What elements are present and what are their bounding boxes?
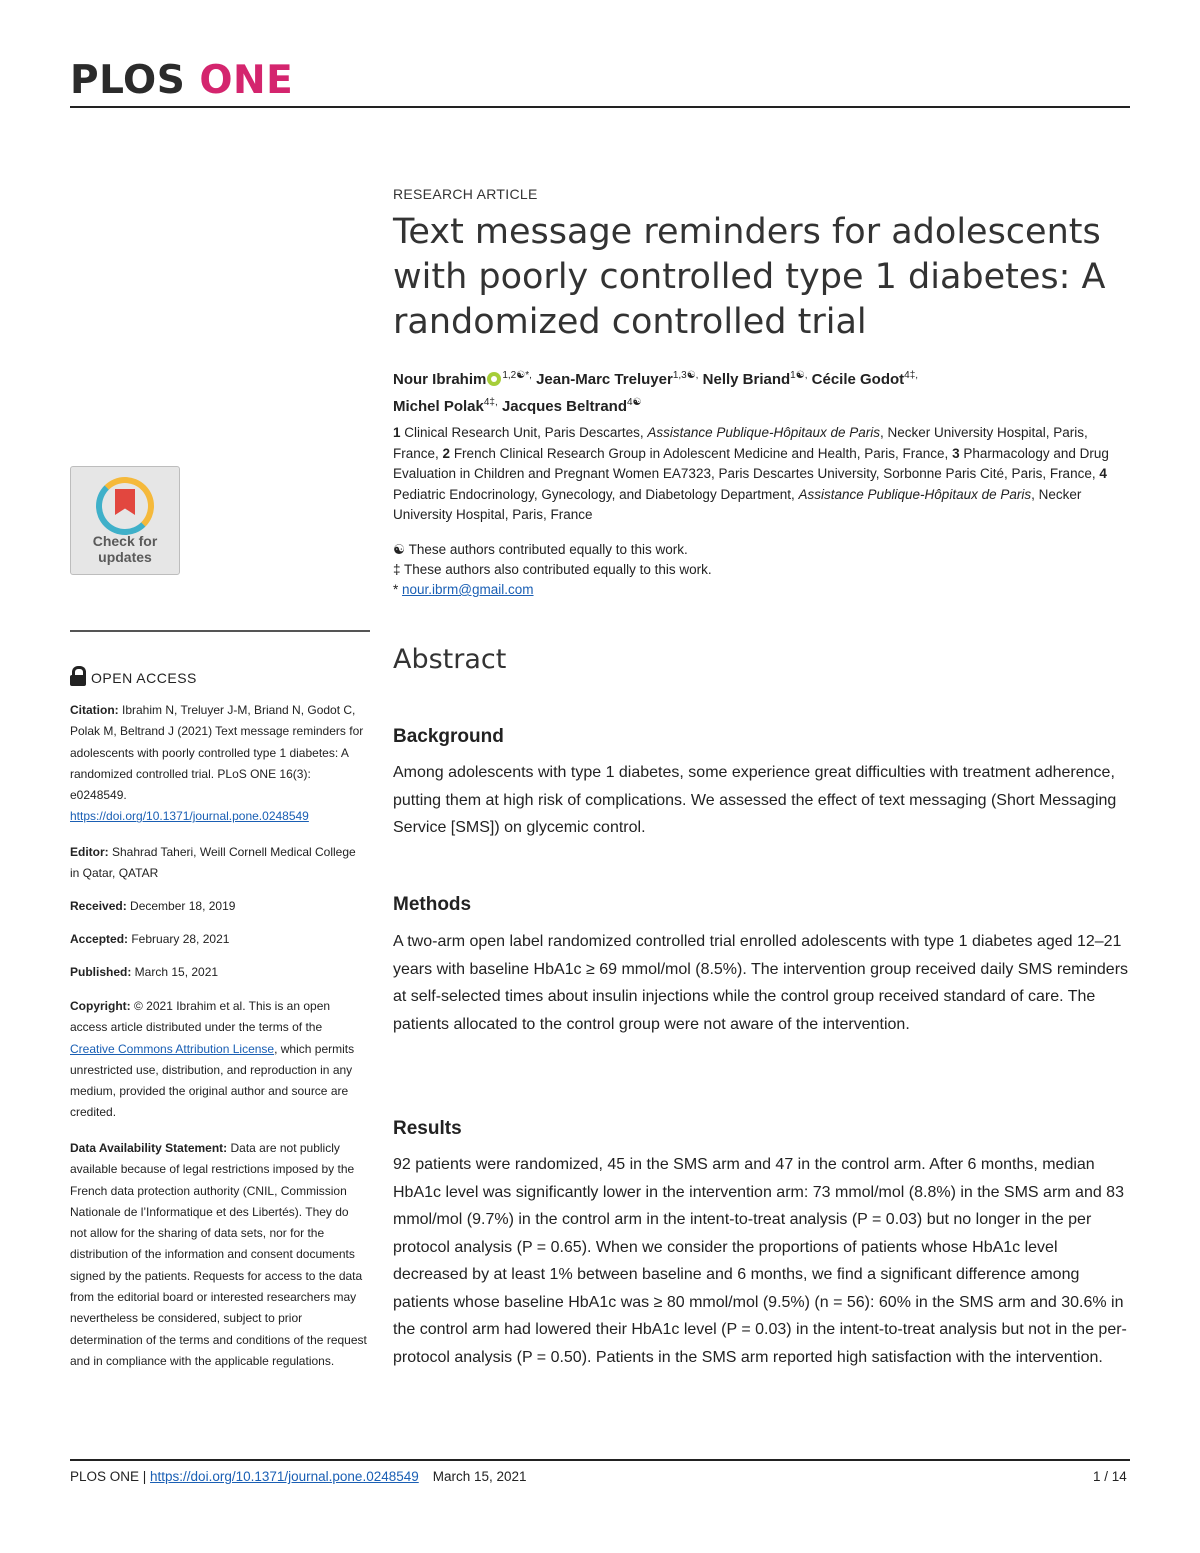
equal-contribution-note: ☯ These authors contributed equally to this work. — [393, 542, 688, 557]
check-line-1: Check for — [92, 533, 158, 549]
logo-plos: PLOS — [70, 58, 186, 103]
citation-doi-link[interactable]: https://doi.org/10.1371/journal.pone.0248549 — [70, 809, 309, 824]
author-name[interactable]: Nelly Briand — [702, 371, 791, 388]
affil-number: 4 — [1099, 466, 1107, 481]
author-name[interactable]: Michel Polak — [393, 398, 484, 415]
copyright-block — [70, 996, 368, 1124]
author-affil-marks: 1,3☯, — [672, 370, 699, 381]
article-title: Text message reminders for adolescents with poorly controlled type 1 diabetes: A randomized controlled trial — [393, 212, 1106, 342]
author-affil-marks: 4‡, — [904, 370, 919, 381]
copyright-text: © 2021 Ibrahim et al. This is an open access article distributed under the terms of the — [70, 999, 331, 1035]
copyright-label: Copyright: — [70, 999, 131, 1013]
author-name[interactable]: Nour Ibrahim — [393, 371, 487, 388]
check-for-updates-badge[interactable] — [70, 466, 180, 575]
affil-text-italic: Assistance Publique-Hôpitaux de Paris — [647, 425, 880, 440]
affil-number: 1 — [393, 425, 401, 440]
published-label: Published: — [70, 965, 132, 979]
methods-heading: Methods — [393, 894, 472, 915]
editor-text: Shahrad Taheri, Weill Cornell Medical College in Qatar, QATAR — [70, 845, 356, 881]
check-line-2: updates — [98, 549, 152, 565]
open-lock-icon — [70, 666, 86, 686]
email-link[interactable]: nour.ibrm@gmail.com — [402, 582, 534, 597]
journal-logo — [70, 58, 293, 103]
affil-text: , Necker University Hospital, Paris, France — [393, 486, 1082, 522]
page-number: 1 / 14 — [1093, 1469, 1127, 1484]
received-block — [70, 896, 368, 917]
affil-text: Pediatric Endocrinology, Gynecology, and Diabetology Department, — [393, 486, 799, 502]
footer-divider — [70, 1459, 1130, 1461]
check-for-updates-label — [71, 533, 179, 565]
footer-citation — [70, 1469, 527, 1484]
citation-label: Citation: — [70, 703, 119, 717]
corresponding-note — [393, 580, 1133, 600]
published-date: March 15, 2021 — [131, 965, 219, 979]
footer-date: March 15, 2021 — [432, 1469, 527, 1484]
background-paragraph: Among adolescents with type 1 diabetes, some experience great difficulties with treatment adherence, putting them at high risk of complications. We assessed the effect of text messaging (Short Messaging Service [SMS]) on glycemic control. — [393, 764, 1117, 836]
editor-label: Editor: — [70, 845, 109, 859]
accepted-label: Accepted: — [70, 932, 129, 946]
results-paragraph: 92 patients were randomized, 45 in the SMS arm and 47 in the control arm. After 6 months, median HbA1c level was significantly lower in the intervention arm: 73 mmol/mol (8.8%) in the SMS arm and 83 mmol/mol (9.7%) in the control arm in the intent-to-treat analysis (P = 0.03) but no longer in the per protocol analysis (P = 0.65). When we consider the proportions of patients whose HbA1c level decreased by at least 1% between baseline and 6 months, we find a significant difference among patients whose baseline HbA1c was ≥ 80 mmol/mol (9.5%) (n = 56): 60% in the SMS arm and 30.6% in the control arm had lowered their HbA1c level (P = 0.03) in the intent-to-treat analysis but not in the per-protocol analysis (P = 0.50). Patients in the SMS arm reported high satisfaction with the intervention. — [393, 1156, 1127, 1366]
citation-text: Ibrahim N, Treluyer J-M, Briand N, Godot C, Polak M, Beltrand J (2021) Text message reminders for adolescents with poorly controlled type 1 diabetes: A randomized controlled trial. PLoS ONE 16(3): e0248549. — [70, 703, 364, 803]
affil-text: Pharmacology and Drug Evaluation in Children and Pregnant Women EA7323, Paris Descartes University, Sorbonne Paris Cité, Paris, France, — [393, 445, 1109, 481]
article-type: RESEARCH ARTICLE — [393, 186, 538, 202]
open-access-label — [70, 666, 197, 686]
accepted-block — [70, 929, 368, 950]
affil-text: French Clinical Research Group in Adolescent Medicine and Health, Paris, France, — [453, 445, 953, 461]
received-date: December 18, 2019 — [126, 899, 236, 913]
author-name[interactable]: Jacques Beltrand — [501, 398, 627, 415]
logo-one: ONE — [199, 58, 294, 103]
accepted-date: February 28, 2021 — [128, 932, 230, 946]
author-affil-marks: 4‡, — [483, 397, 498, 408]
affil-number: 2 — [442, 445, 451, 461]
affil-text: Clinical Research Unit, Paris Descartes, — [404, 425, 648, 440]
abstract-heading: Abstract — [393, 644, 507, 675]
data-availability-text: Data are not publicly available because of legal restrictions imposed by the French data protection authority (CNIL, Commission Nationale de l’Informatique et des Libertés). They do not allow for the sharing of data sets, nor for the distribution of the information and consent documents signed by the patients. Requests for access to the data from the editorial board or interested researchers may nevertheless be considered, subject to prior determination of the terms and conditions of the request and in compliance with the applicable regulations. — [70, 1141, 367, 1368]
affiliations — [393, 423, 1133, 526]
orcid-icon[interactable] — [487, 372, 501, 386]
open-access-text: OPEN ACCESS — [91, 670, 197, 686]
author-list — [393, 364, 1113, 418]
corresponding-mark: * — [393, 582, 403, 597]
affil-text: , Necker University Hospital, Paris, France, — [393, 425, 1088, 461]
author-name[interactable]: Cécile Godot — [811, 371, 905, 388]
methods-paragraph: A two-arm open label randomized controlled trial enrolled adolescents with type 1 diabetes aged 12–21 years with baseline HbA1c ≥ 69 mmol/mol (8.5%). The intervention group received daily SMS reminders at self-selected times about insulin injections while the control group received standard of care. The patients allocated to the control group were not aware of the intervention. — [393, 933, 1129, 1033]
published-block — [70, 962, 368, 983]
data-availability-label: Data Availability Statement: — [70, 1141, 228, 1155]
also-equal-note: ‡ These authors also contributed equally to this work. — [393, 562, 712, 577]
citation-block — [70, 700, 368, 828]
background-heading: Background — [393, 726, 504, 747]
received-label: Received: — [70, 899, 127, 913]
sidebar-divider — [70, 630, 370, 632]
header-divider — [70, 106, 1130, 108]
data-availability-block — [70, 1138, 368, 1372]
affil-text-italic: Assistance Publique-Hôpitaux de Paris — [798, 486, 1032, 502]
footer-doi-link[interactable]: https://doi.org/10.1371/journal.pone.0248549 — [150, 1469, 419, 1484]
author-name[interactable]: Jean-Marc Treluyer — [536, 371, 673, 388]
editor-block — [70, 842, 368, 885]
results-heading: Results — [393, 1118, 462, 1139]
author-affil-marks: 1☯, — [790, 370, 808, 381]
author-notes — [393, 540, 1133, 600]
footer-journal: PLOS ONE | — [70, 1469, 151, 1484]
author-affil-marks: 4☯ — [627, 397, 642, 408]
author-affil-marks: 1,2☯*, — [502, 370, 532, 381]
copyright-text-end: , which permits unrestricted use, distribution, and reproduction in any medium, provided the original author and source are credited. — [70, 1041, 355, 1120]
affil-number: 3 — [952, 445, 960, 461]
license-link[interactable]: Creative Commons Attribution License — [70, 1041, 275, 1056]
